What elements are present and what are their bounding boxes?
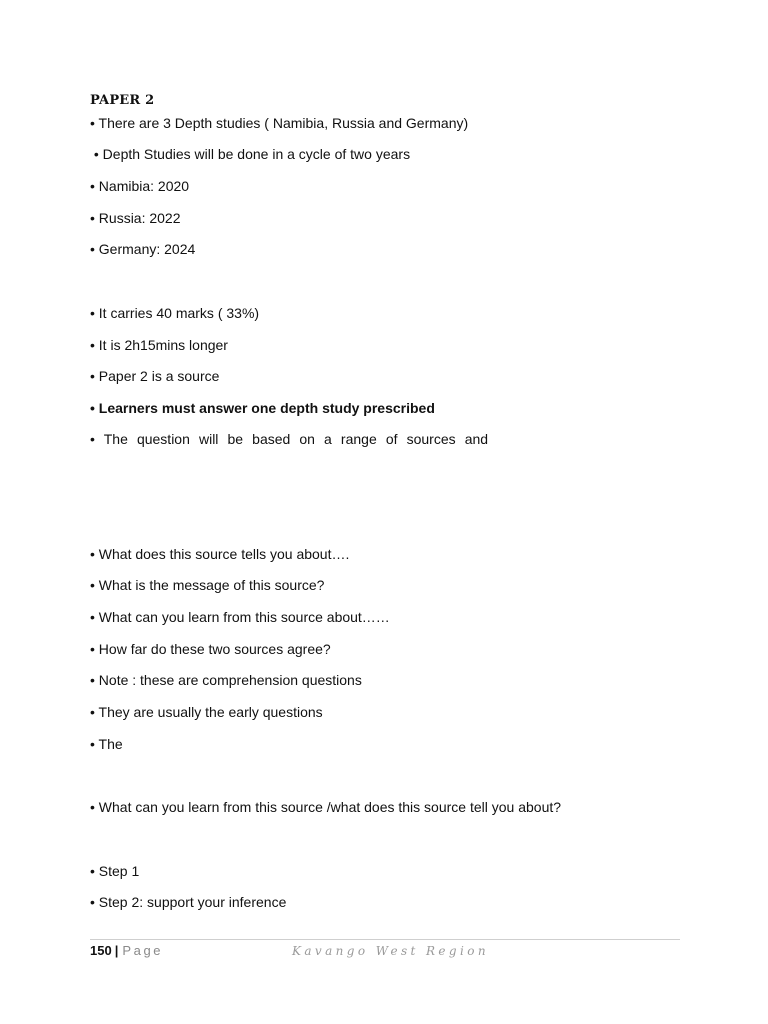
bullet-question-based: • The question will be based on a range of sources and xyxy=(90,431,489,447)
bullet-what-can-you-learn: • What can you learn from this source /what does this source tell you about? xyxy=(90,799,562,815)
bullet-learn-from-source: • What can you learn from this source about…… xyxy=(90,609,390,625)
bullet-marks: • It carries 40 marks ( 33%) xyxy=(90,305,260,321)
page-footer xyxy=(90,942,680,960)
bullet-message: • What is the message of this source? xyxy=(90,577,325,593)
footer-divider xyxy=(90,939,680,940)
region-watermark: Kavango West Region xyxy=(292,944,489,958)
bullet-note-comprehension: • Note : these are comprehension questions xyxy=(90,672,362,688)
bullet-depth-studies: • There are 3 Depth studies ( Namibia, Russia and Germany) xyxy=(90,115,469,131)
bullet-the: • The xyxy=(90,736,123,752)
bullet-russia: • Russia: 2022 xyxy=(90,210,181,226)
bullet-step-1: • Step 1 xyxy=(90,863,140,879)
bullet-what-does-source: • What does this source tells you about…. xyxy=(90,546,350,562)
page-number: 150 xyxy=(90,943,112,958)
section-heading: PAPER 2 xyxy=(90,93,155,108)
bullet-step-2: • Step 2: support your inference xyxy=(90,894,287,910)
bullet-duration: • It is 2h15mins longer xyxy=(90,337,228,353)
bullet-early-questions: • They are usually the early questions xyxy=(90,704,323,720)
bullet-germany: • Germany: 2024 xyxy=(90,241,196,257)
bullet-source-paper: • Paper 2 is a source xyxy=(90,368,220,384)
page-separator: | xyxy=(114,943,119,958)
bullet-cycle: • Depth Studies will be done in a cycle of two years xyxy=(90,146,411,162)
bullet-namibia: • Namibia: 2020 xyxy=(90,178,190,194)
bullet-sources-agree: • How far do these two sources agree? xyxy=(90,641,331,657)
page-label: Page xyxy=(122,943,164,958)
bullet-learners-must: • Learners must answer one depth study prescribed xyxy=(90,400,435,416)
